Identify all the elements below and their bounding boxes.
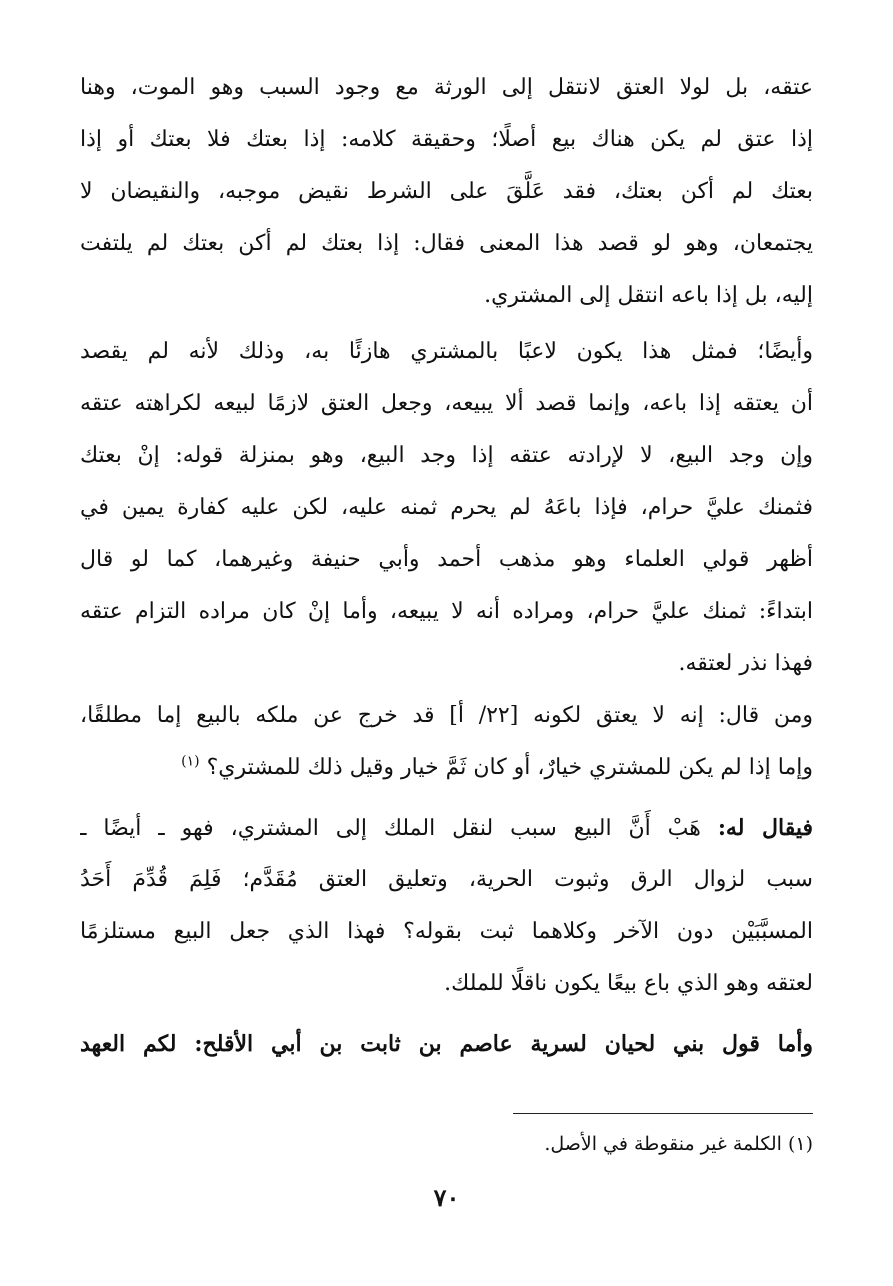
paragraph-1 bbox=[80, 62, 813, 322]
text-line: وإن وجد البيع، لا لإرادته عتقه إذا وجد البيع، وهو بمنزلة قوله: إنْ بعتك bbox=[80, 443, 813, 468]
footnote-reference: (١) bbox=[181, 753, 200, 770]
footnote-text: الكلمة غير منقوطة في الأصل. bbox=[544, 1133, 782, 1155]
text-line: المسبَّبَيْن دون الآخر وكلاهما ثبت بقوله؟ فهذا الذي جعل البيع مستلزمًا bbox=[80, 919, 813, 944]
text-line: إذا عتق لم يكن هناك بيع أصلًا؛ وحقيقة كلامه: إذا بعتك فلا بعتك أو إذا bbox=[80, 127, 813, 152]
page-number: ٧٠ bbox=[433, 1183, 460, 1212]
paragraph-3 bbox=[80, 690, 813, 794]
footnote-separator bbox=[513, 1113, 813, 1114]
text-line: أن يعتقه إذا باعه، وإنما قصد ألا يبيعه، وجعل العتق لازمًا لبيعه لكراهته عتقه bbox=[80, 391, 813, 416]
text-line bbox=[80, 802, 813, 854]
bold-lead-text: فيقال له: bbox=[717, 815, 813, 841]
text-line: وأيضًا؛ فمثل هذا يكون لاعبًا بالمشتري هازئًا به، وذلك لأنه لم يقصد bbox=[80, 339, 813, 364]
text-line: فهذا نذر لعتقه. bbox=[678, 651, 813, 676]
paragraph-5 bbox=[80, 1018, 813, 1070]
text-segment: وإما إذا لم يكن للمشتري خيارٌ، أو كان ثَمَّ خيار وقيل ذلك للمشتري؟ bbox=[206, 755, 813, 780]
text-line: سبب لزوال الرق وثبوت الحرية، وتعليق العتق مُقَدَّم؛ فَلِمَ قُدِّمَ أَحَدُ bbox=[80, 867, 813, 892]
text-segment: هَبْ أَنَّ البيع سبب لنقل الملك إلى المشتري، فهو ـ أيضًا ـ bbox=[80, 816, 701, 841]
text-line: ومن قال: إنه لا يعتق لكونه [٢٢/ أ] قد خرج عن ملكه بالبيع إما مطلقًا، bbox=[80, 703, 813, 728]
text-line-with-footnote bbox=[80, 742, 813, 794]
text-line: يجتمعان، وهو لو قصد هذا المعنى فقال: إذا بعتك لم أكن بعتك لم يلتفت bbox=[80, 231, 813, 256]
bold-text-line: وأما قول بني لحيان لسرية عاصم بن ثابت بن أبي الأقلح: لكم العهد bbox=[80, 1031, 813, 1057]
text-line: لعتقه وهو الذي باع بيعًا يكون ناقلًا للملك. bbox=[444, 971, 813, 996]
text-line: بعتك لم أكن بعتك، فقد عَلَّقَ على الشرط نقيض موجبه، والنقيضان لا bbox=[80, 179, 813, 204]
text-line: عتقه، بل لولا العتق لانتقل إلى الورثة مع وجود السبب وهو الموت، وهنا bbox=[80, 75, 813, 100]
text-line: أظهر قولي العلماء وهو مذهب أحمد وأبي حنيفة وغيرهما، كما لو قال bbox=[80, 547, 813, 572]
footnote-marker: (١) bbox=[787, 1133, 813, 1155]
paragraph-2 bbox=[80, 326, 813, 690]
paragraph-4 bbox=[80, 802, 813, 1010]
footnote bbox=[80, 1126, 813, 1162]
text-line: فثمنك عليَّ حرام، فإذا باعَهُ لم يحرم ثمنه عليه، لكن عليه كفارة يمين في bbox=[80, 495, 813, 520]
text-line: إليه، بل إذا باعه انتقل إلى المشتري. bbox=[484, 283, 813, 308]
text-line: ابتداءً: ثمنك عليَّ حرام، ومراده أنه لا يبيعه، وأما إنْ كان مراده التزام عتقه bbox=[80, 599, 813, 624]
